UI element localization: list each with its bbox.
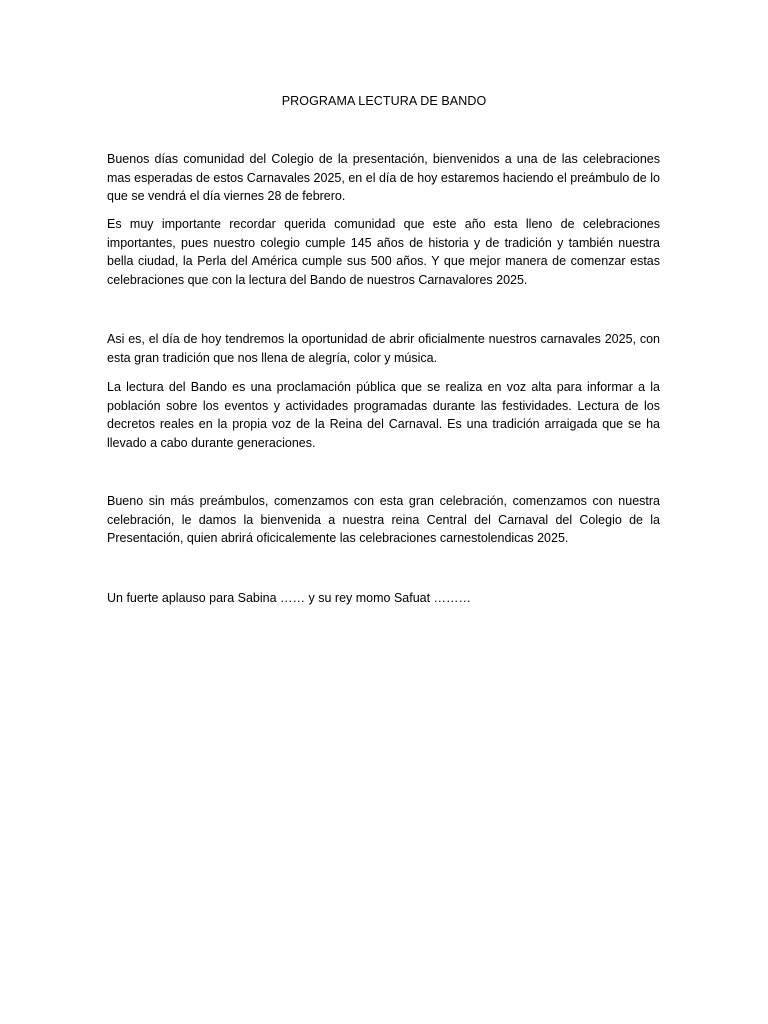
document-title: PROGRAMA LECTURA DE BANDO: [281, 94, 487, 108]
paragraph-welcome-queen: Bueno sin más preámbulos, comenzamos con esta gran celebración, comenzamos con nuestra celebración, le damos la bienvenida a nuestra reina Central del Carnaval del Colegio de la Presentación, quien abrirá oficicalemente las celebraciones carnestolendicas 2025.: [107, 494, 660, 546]
paragraph-anniversary: Es muy importante recordar querida comunidad que este año esta lleno de celebraciones importantes, pues nuestro colegio cumple 145 años de historia y de tradición y también nuestra bella ciudad, la Perla del América cumple sus 500 años. Y que mejor manera de comenzar estas celebraciones que con la lectura del Bando de nuestros Carnavalores 2025.: [107, 217, 660, 287]
paragraph-greeting: Buenos días comunidad del Colegio de la presentación, bienvenidos a una de las celebraciones mas esperadas de estos Carnavales 2025, en el día de hoy estaremos haciendo el preámbulo de lo que se vendrá el día viernes 28 de febrero.: [107, 152, 660, 204]
paragraph-applause: Un fuerte aplauso para Sabina …… y su rey momo Safuat ………: [107, 591, 472, 605]
paragraph-opening: Asi es, el día de hoy tendremos la oportunidad de abrir oficialmente nuestros carnavales 2025, con esta gran tradición que nos llena de alegría, color y música.: [107, 332, 660, 365]
paragraph-bando-definition: La lectura del Bando es una proclamación pública que se realiza en voz alta para informar a la población sobre los eventos y actividades programadas durante las festividades. Lectura de los decretos reales en la propia voz de la Reina del Carnaval. Es una tradición arraigada que se ha llevado a cabo durante generaciones.: [107, 380, 660, 450]
